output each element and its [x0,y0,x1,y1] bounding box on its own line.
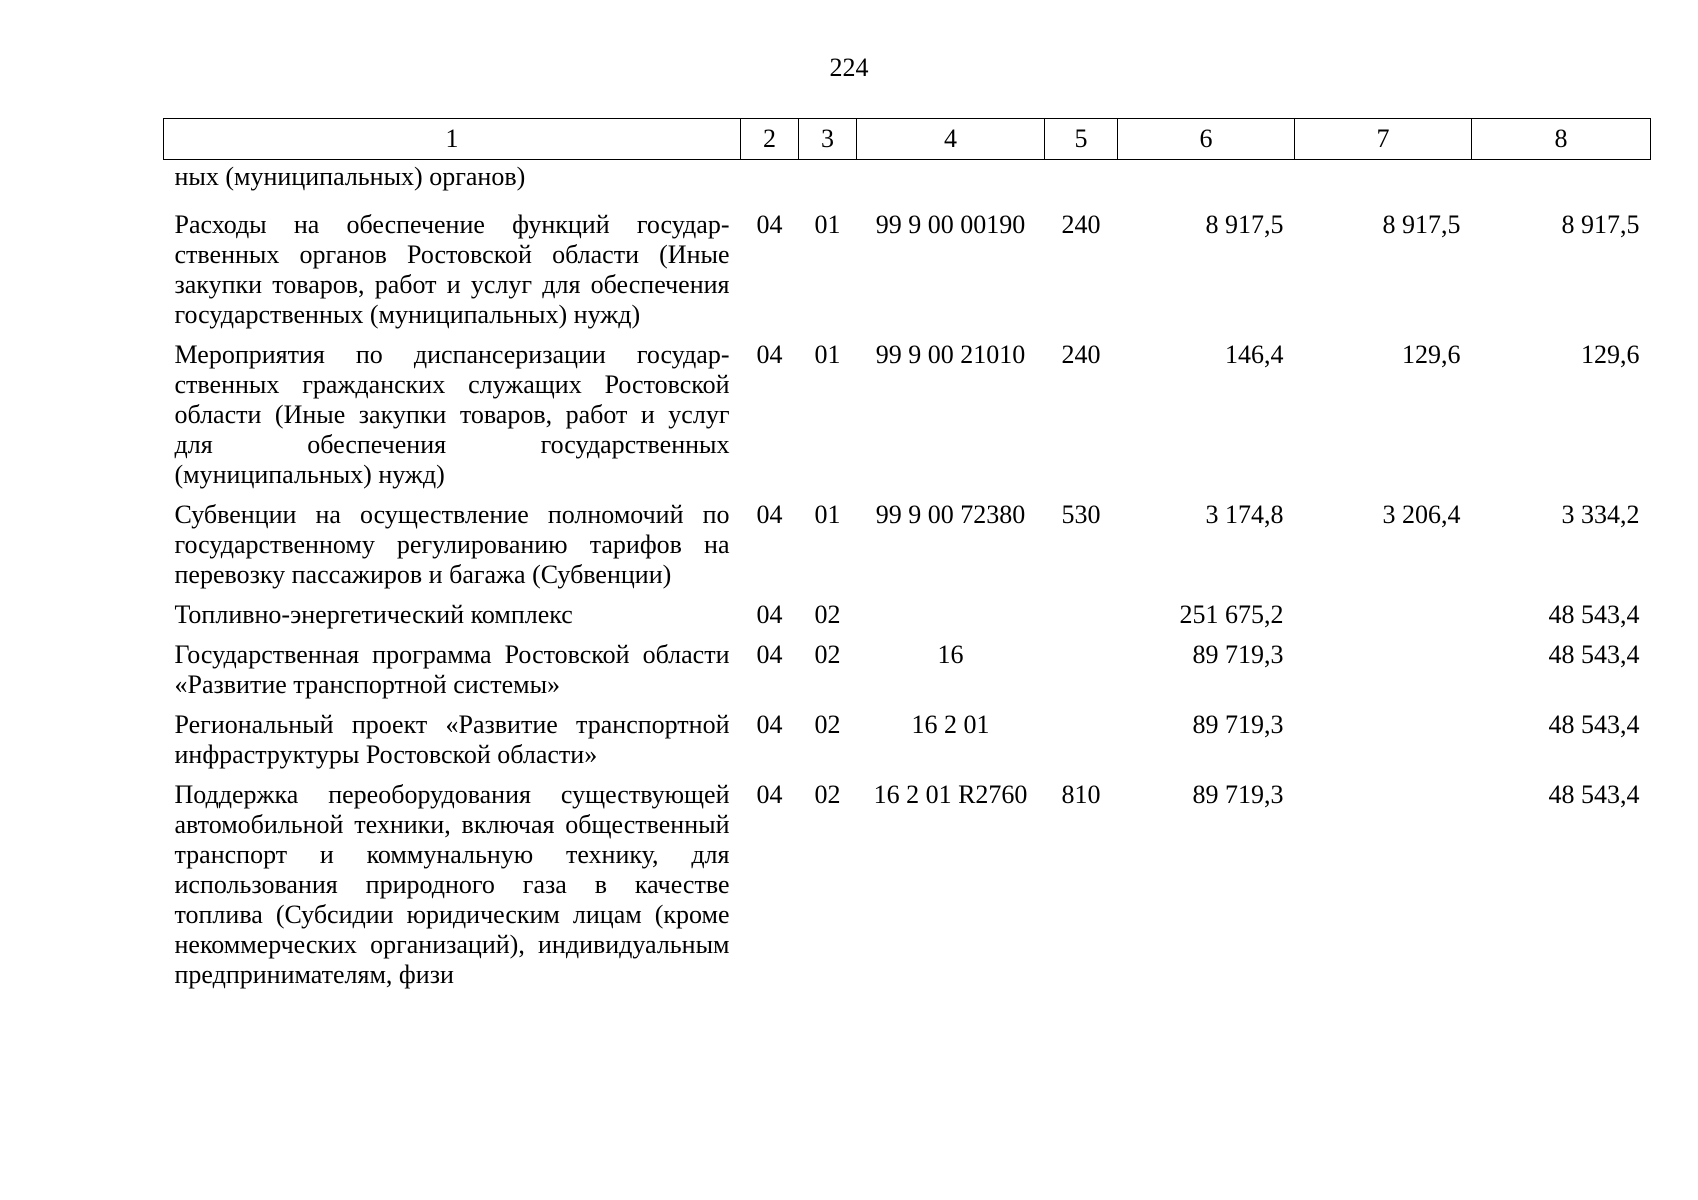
row-expense-type-code [1045,702,1118,772]
row-amount-col6: 146,4 [1225,340,1284,369]
row-amount-col8: 48 543,4 [1548,710,1640,739]
row-expense-type-code [1045,160,1118,203]
row-section-code: 04 [756,710,783,739]
row-expense-type-code [1045,632,1118,702]
row-section-code: 04 [756,780,783,809]
row-section-code: 04 [756,640,783,669]
row-amount-col8: 129,6 [1581,340,1640,369]
row-expense-type-code: 810 [1061,780,1101,809]
row-section-code [741,160,799,203]
column-header-4: 4 [857,119,1045,160]
row-amount-col7: 8 917,5 [1382,210,1461,239]
row-description: Мероприятия по диспансеризации государственных гражданских служащих Ростовской области (Иные закупки товаров, работ и услуг для обеспечения государственных (муниципальных) нужд) [174,340,730,489]
row-subsection-code: 01 [814,500,841,529]
row-amount-col8: 8 917,5 [1561,210,1640,239]
row-description: Расходы на обеспечение функций государственных органов Ростовской области (Иные закупки товаров, работ и услуг для обеспечения государственных (муниципальных) нужд) [174,210,730,329]
row-description: Государственная программа Ростовской области «Развитие транспортной системы» [174,640,730,699]
row-description: Субвенции на осуществление полномочий по государственному регулированию тарифов на перевозку пассажиров и багажа (Субвенции) [174,500,730,589]
row-amount-col7: 129,6 [1402,340,1461,369]
row-target-article-code: 16 [937,640,964,669]
row-amount-col8 [1472,160,1651,203]
row-subsection-code: 01 [814,340,841,369]
row-description: ных (муниципальных) органов) [174,162,526,191]
page-number: 224 [829,53,869,82]
row-subsection-code: 02 [814,640,841,669]
row-amount-col8: 48 543,4 [1548,780,1640,809]
row-amount-col6: 89 719,3 [1192,780,1284,809]
row-expense-type-code: 530 [1061,500,1101,529]
row-description: Региональный проект «Развитие транспортной инфраструктуры Ростовской области» [174,710,730,769]
row-amount-col6: 251 675,2 [1179,600,1284,629]
table-row [164,632,1651,702]
column-header-6: 6 [1118,119,1295,160]
row-target-article-code: 99 9 00 00190 [875,210,1026,239]
row-section-code: 04 [756,600,783,629]
row-amount-col6: 3 174,8 [1205,500,1284,529]
row-amount-col7 [1295,632,1472,702]
row-target-article-code: 99 9 00 21010 [875,340,1026,369]
row-target-article-code: 16 2 01 R2760 [873,780,1028,809]
row-subsection-code: 02 [814,600,841,629]
row-amount-col6: 89 719,3 [1192,710,1284,739]
table-row [164,492,1651,592]
column-header-5: 5 [1045,119,1118,160]
header-row [164,119,1651,160]
row-target-article-code [857,592,1045,632]
row-expense-type-code [1045,592,1118,632]
table-row [164,160,1651,203]
row-section-code: 04 [756,500,783,529]
column-header-7: 7 [1295,119,1472,160]
row-section-code: 04 [756,210,783,239]
row-amount-col7 [1295,702,1472,772]
row-amount-col8: 48 543,4 [1548,600,1640,629]
row-section-code: 04 [756,340,783,369]
table-row [164,592,1651,632]
row-amount-col6 [1118,160,1295,203]
row-amount-col8: 48 543,4 [1548,640,1640,669]
row-expense-type-code: 240 [1061,340,1101,369]
row-amount-col6: 8 917,5 [1205,210,1284,239]
table-row [164,702,1651,772]
column-header-1: 1 [164,119,741,160]
row-description: Топливно-энергетический комплекс [174,600,573,629]
column-header-8: 8 [1472,119,1651,160]
row-amount-col7 [1295,592,1472,632]
column-header-3: 3 [799,119,857,160]
table-row [164,772,1651,992]
row-target-article-code: 16 2 01 [911,710,990,739]
row-amount-col7 [1295,160,1472,203]
row-expense-type-code: 240 [1061,210,1101,239]
row-subsection-code: 02 [814,780,841,809]
row-subsection-code [799,160,857,203]
row-target-article-code [857,160,1045,203]
row-description: Поддержка переоборудования существующей автомобильной техники, включая общественный транспорт и коммунальную технику, для использования природного газа в качестве топлива (Субсидии юридическим лицам (кроме некоммерческих организаций), индивидуальным предпринимателям, физи [174,780,730,989]
row-amount-col8: 3 334,2 [1561,500,1640,529]
row-amount-col6: 89 719,3 [1192,640,1284,669]
budget-table [163,118,1651,992]
row-subsection-code: 01 [814,210,841,239]
row-subsection-code: 02 [814,710,841,739]
table-row [164,332,1651,492]
row-amount-col7: 3 206,4 [1382,500,1461,529]
row-target-article-code: 99 9 00 72380 [875,500,1026,529]
row-amount-col7 [1295,772,1472,992]
column-header-2: 2 [741,119,799,160]
table-row [164,202,1651,332]
